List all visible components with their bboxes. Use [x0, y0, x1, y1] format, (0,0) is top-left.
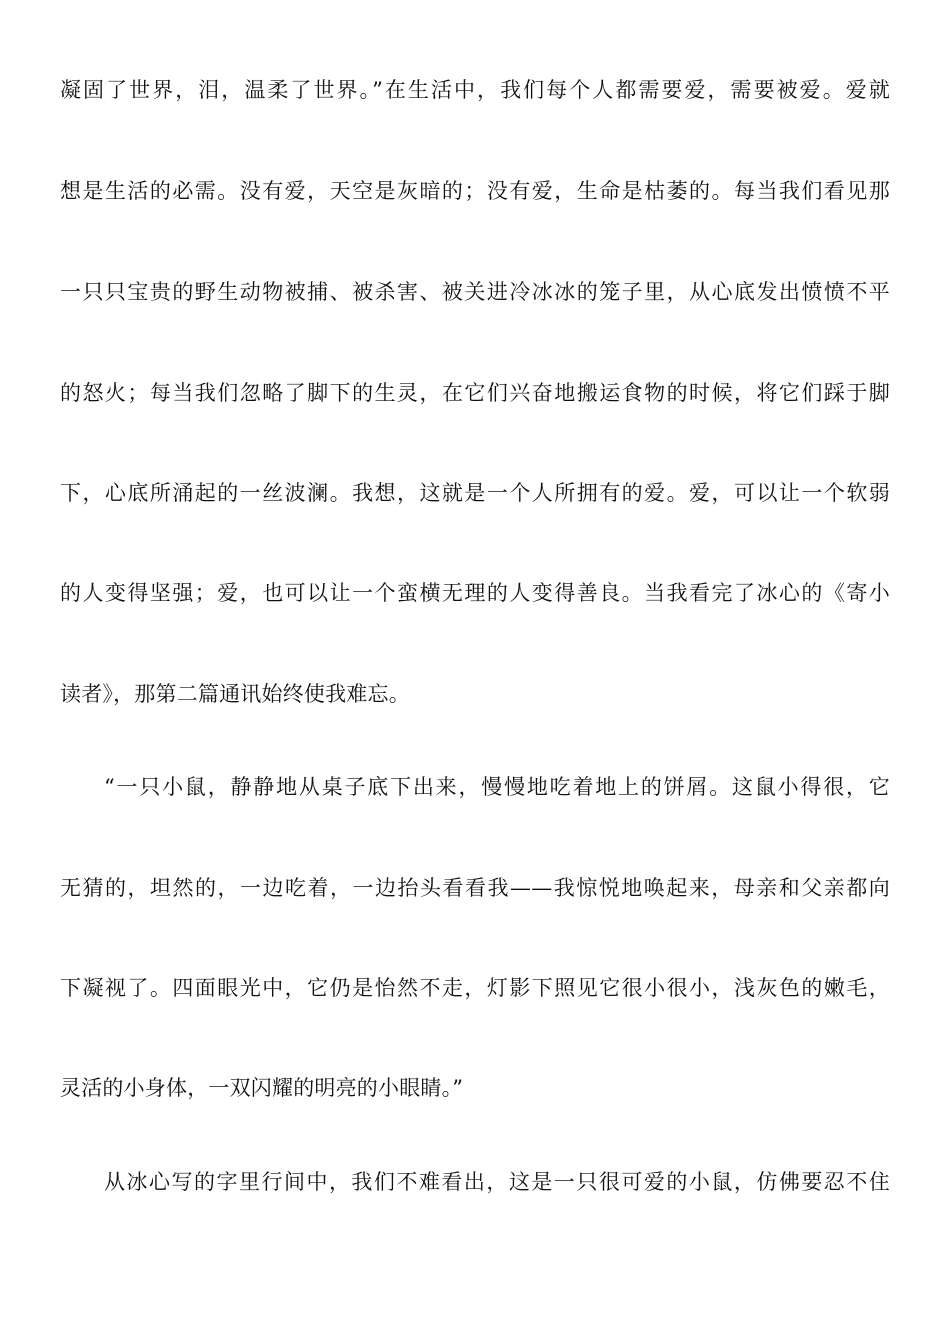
paragraph-3-line-1: 从冰心写的字里行间中，我们不难看出，这是一只很可爱的小鼠，仿佛要忍不住 — [104, 1170, 890, 1194]
paragraph-1-line-4: 的怒火；每当我们忽略了脚下的生灵，在它们兴奋地搬运食物的时候，将它们踩于脚 — [60, 381, 890, 405]
paragraph-2-line-1: “一只小鼠，静静地从桌子底下出来，慢慢地吃着地上的饼屑。这鼠小得很，它 — [104, 775, 890, 799]
paragraph-1-line-3: 一只只宝贵的野生动物被捕、被杀害、被关进冷冰冰的笼子里，从心底发出愤愤不平 — [60, 280, 890, 304]
paragraph-1-line-6: 的人变得坚强；爱，也可以让一个蛮横无理的人变得善良。当我看完了冰心的《寄小 — [60, 581, 890, 605]
paragraph-1-line-2: 想是生活的必需。没有爱，天空是灰暗的；没有爱，生命是枯萎的。每当我们看见那 — [60, 179, 890, 203]
paragraph-1-line-1: 凝固了世界，泪，温柔了世界。”在生活中，我们每个人都需要爱，需要被爱。爱就 — [60, 78, 890, 102]
paragraph-2-line-4: 灵活的小身体，一双闪耀的明亮的小眼睛。” — [60, 1076, 464, 1100]
paragraph-1-line-5: 下，心底所涌起的一丝波澜。我想，这就是一个人所拥有的爱。爱，可以让一个软弱 — [60, 481, 890, 505]
paragraph-2-line-3: 下凝视了。四面眼光中，它仍是怡然不走，灯影下照见它很小很小，浅灰色的嫩毛， — [60, 976, 890, 1000]
paragraph-2-line-2: 无猜的，坦然的，一边吃着，一边抬头看看我——我惊悦地唤起来，母亲和父亲都向 — [60, 876, 890, 900]
paragraph-1-line-7: 读者》，那第二篇通讯始终使我难忘。 — [60, 682, 410, 706]
